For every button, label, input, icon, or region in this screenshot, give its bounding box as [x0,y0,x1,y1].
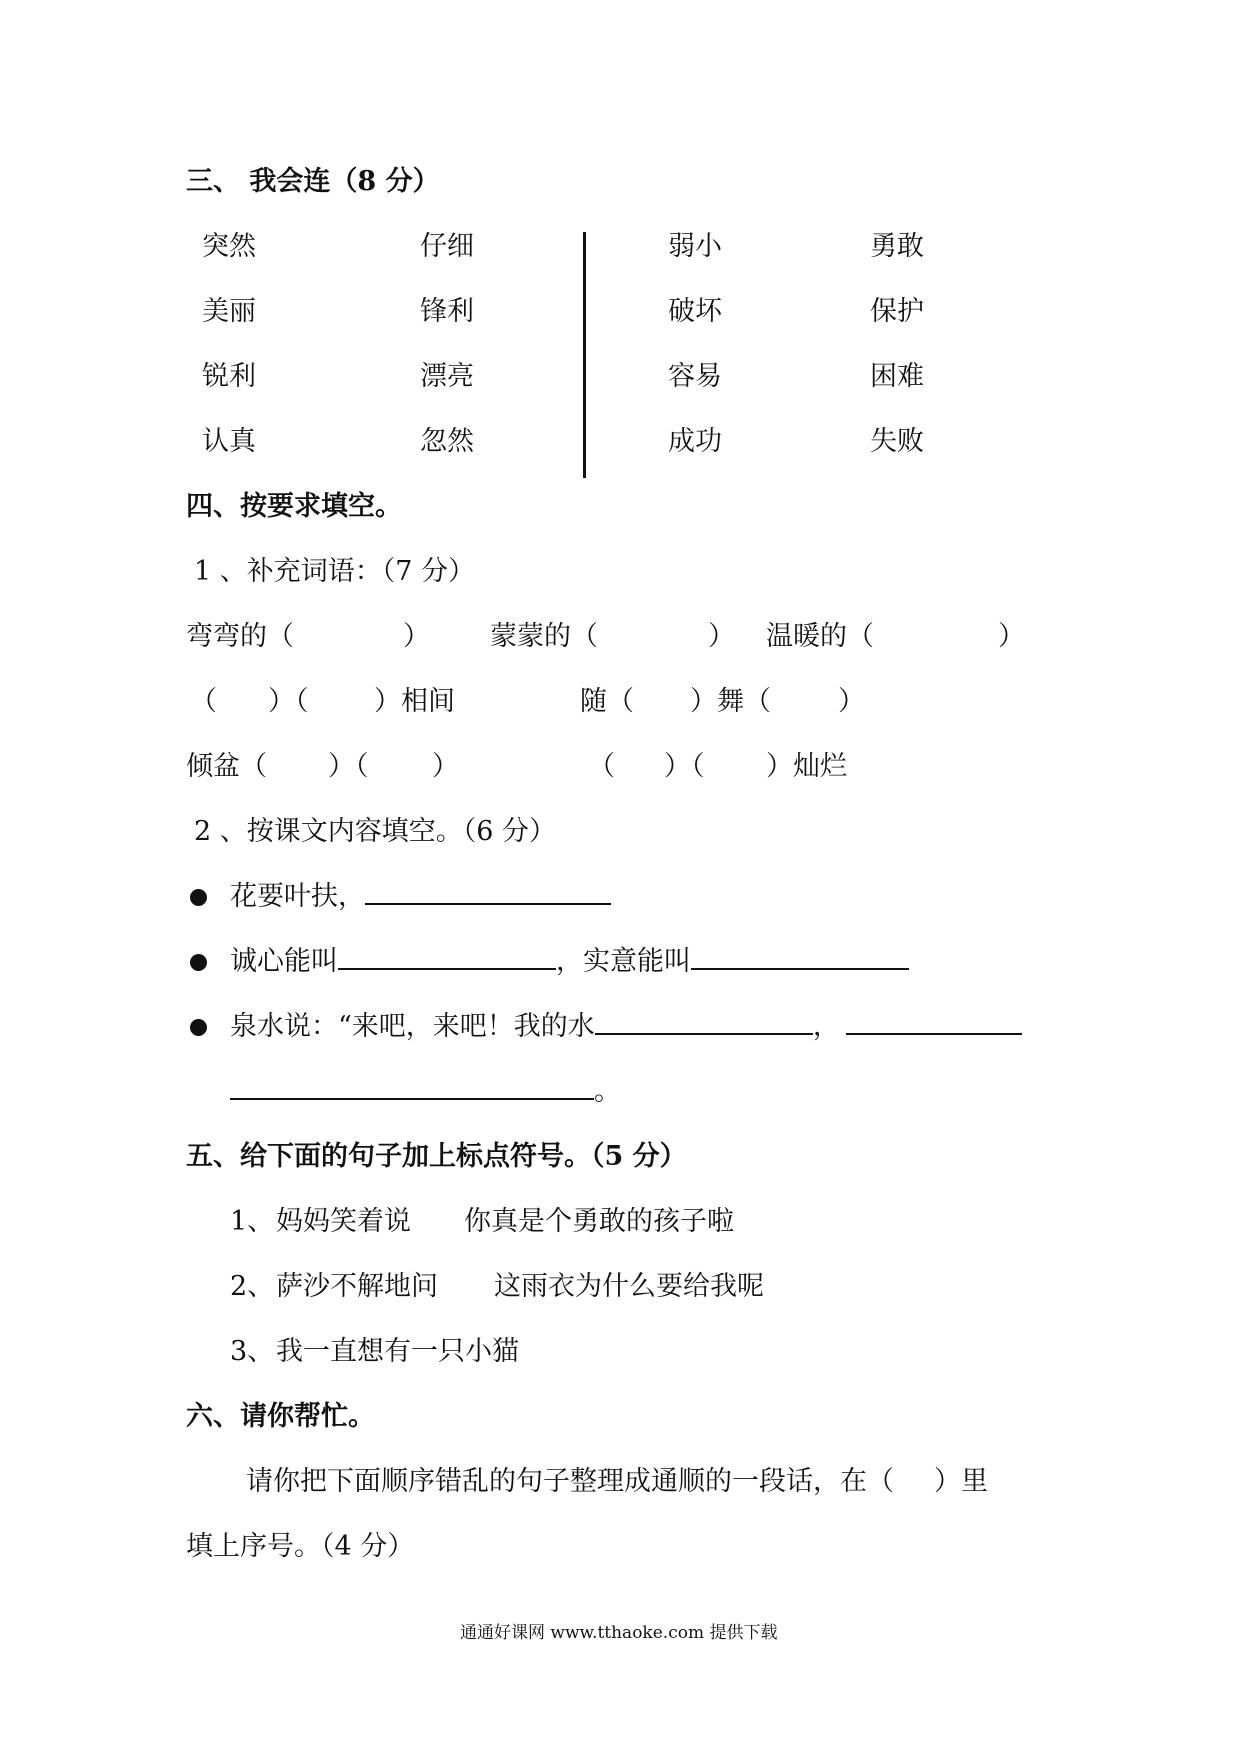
answer-blank[interactable] [230,1078,594,1100]
fill-text: ）（ [268,686,309,717]
fill-text: ）相间 [374,686,455,717]
bullet-1 [230,880,611,914]
fill-text: ） [998,621,1025,652]
section6-title: 六、请你帮忙。 [186,1401,375,1432]
bullet-text: ， [812,1011,840,1042]
instruction-text-end: ）里 [934,1466,988,1497]
word: 容易 [668,361,722,392]
word: 锋利 [420,296,474,327]
bullet-3 [230,1010,1022,1044]
instruction-line-1 [246,1465,988,1499]
q1-title: 1 、补充词语：（7 分） [194,556,476,587]
word: 弱小 [668,231,722,262]
bullet-dot [190,889,207,906]
bullet-dot [190,1019,207,1036]
word: 认真 [202,426,256,457]
answer-blank[interactable] [691,948,909,970]
item-text-a: 妈妈笑着说 [276,1206,411,1237]
fill-text: 倾盆（ [186,751,267,782]
answer-blank[interactable] [338,948,556,970]
fill-text: ） [432,751,459,782]
word: 困难 [870,361,924,392]
item-text-b: 这雨衣为什么要给我呢 [494,1271,764,1302]
bullet-2 [230,945,909,979]
fill-text: ） [838,686,865,717]
item-num: 2、 [230,1271,275,1302]
column-divider [583,232,586,478]
word: 美丽 [202,296,256,327]
word: 失败 [870,426,924,457]
page-footer: 通通好课网 www.tthaoke.com 提供下载 [460,1623,778,1643]
instruction-text: 请你把下面顺序错乱的句子整理成通顺的一段话，在（ [246,1466,894,1497]
section4-title: 四、按要求填空。 [186,491,402,522]
fill-text: ）灿烂 [766,751,847,782]
word: 勇敢 [870,231,924,262]
fill-text: ）舞（ [690,686,771,717]
fill-text: ）（ [328,751,369,782]
bullet-text: ，实意能叫 [556,946,691,977]
answer-blank[interactable] [846,1013,1022,1035]
fill-text: 温暖的（ [766,621,874,652]
bullet-text: 花要叶扶， [230,881,365,912]
fill-text: 蒙蒙的（ [490,621,598,652]
fill-text: ） [708,621,735,652]
bullet-text: 泉水说：“来吧，来吧！我的水 [230,1011,595,1042]
word: 仔细 [420,231,474,262]
word: 突然 [202,231,256,262]
answer-blank[interactable] [365,883,611,905]
fill-text: ）（ [664,751,705,782]
answer-blank[interactable] [595,1013,813,1035]
word: 漂亮 [420,361,474,392]
word: 锐利 [202,361,256,392]
fill-text: （ [190,686,217,717]
instruction-line-2: 填上序号。（4 分） [186,1531,415,1562]
word: 成功 [668,426,722,457]
item-text-b: 你真是个勇敢的孩子啦 [464,1206,734,1237]
item-text-a: 我一直想有一只小猫 [276,1336,519,1367]
bullet-dot [190,954,207,971]
item-num: 3、 [230,1336,275,1367]
q2-title: 2 、按课文内容填空。（6 分） [194,816,557,847]
word: 忽然 [420,426,474,457]
fill-text: 弯弯的（ [186,621,294,652]
bullet-text: 诚心能叫 [230,946,338,977]
fill-text: （ [588,751,615,782]
fill-text: 随（ [580,686,634,717]
word: 破坏 [668,296,722,327]
bullet-text: 。 [594,1076,621,1107]
item-num: 1、 [230,1206,275,1237]
section3-title: 三、 我会连（8 分） [186,166,440,197]
item-text-a: 萨沙不解地问 [276,1271,438,1302]
section5-title: 五、给下面的句子加上标点符号。（5 分） [186,1141,687,1172]
fill-text: ） [403,621,430,652]
word: 保护 [870,296,924,327]
bullet-3-continued [230,1075,621,1109]
